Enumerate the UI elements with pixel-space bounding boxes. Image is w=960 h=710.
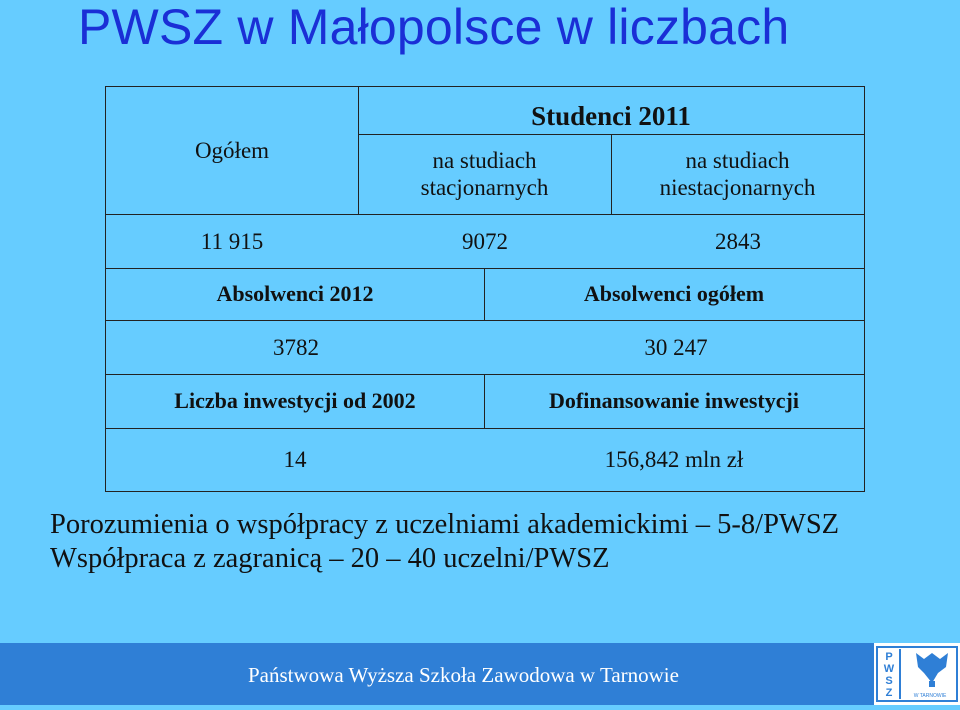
note-cooperation-academic: Porozumienia o współpracy z uczelniami akademickimi – 5-8/PWSZ (50, 509, 840, 540)
pwsz-logo (874, 643, 960, 705)
value-graduates-total: 30 247 (644, 334, 708, 360)
logo-letter: Z (885, 687, 893, 699)
statistics-table (105, 86, 865, 492)
value-graduates-2012: 3782 (273, 334, 319, 360)
label-investments: Liczba inwestycji od 2002 (174, 388, 416, 413)
pwsz-logo-graphic (874, 643, 960, 705)
header-students-2011: Studenci 2011 (531, 101, 691, 131)
table-divider (106, 320, 864, 321)
notes (50, 508, 839, 576)
label-graduates-2012: Absolwenci 2012 (216, 281, 374, 306)
header-total: Ogółem (194, 138, 270, 163)
header-fulltime: na studiach stacjonarnych (420, 148, 549, 200)
label-funding: Dofinansowanie inwestycji (549, 388, 799, 413)
logo-letter: W (883, 663, 895, 675)
header-parttime: na studiach niestacjonarnych (659, 148, 816, 200)
value-fulltime: 9072 (462, 228, 508, 254)
logo-caption: W TARNOWIE (913, 693, 947, 699)
logo-letter: P (885, 651, 893, 663)
value-total: 11 915 (200, 228, 264, 254)
logo-letter: S (885, 675, 893, 687)
page-title: PWSZ w Małopolsce w liczbach (78, 0, 790, 55)
value-funding: 156,842 mln zł (604, 447, 744, 472)
label-graduates-total: Absolwenci ogółem (583, 281, 765, 306)
note-cooperation-foreign: Współpraca z zagranicą – 20 – 40 uczelni/PWSZ (50, 543, 610, 574)
footer-institution-name: Państwowa Wyższa Szkoła Zawodowa w Tarnowie (248, 663, 679, 687)
value-investments: 14 (283, 447, 307, 472)
value-parttime: 2843 (715, 228, 761, 254)
